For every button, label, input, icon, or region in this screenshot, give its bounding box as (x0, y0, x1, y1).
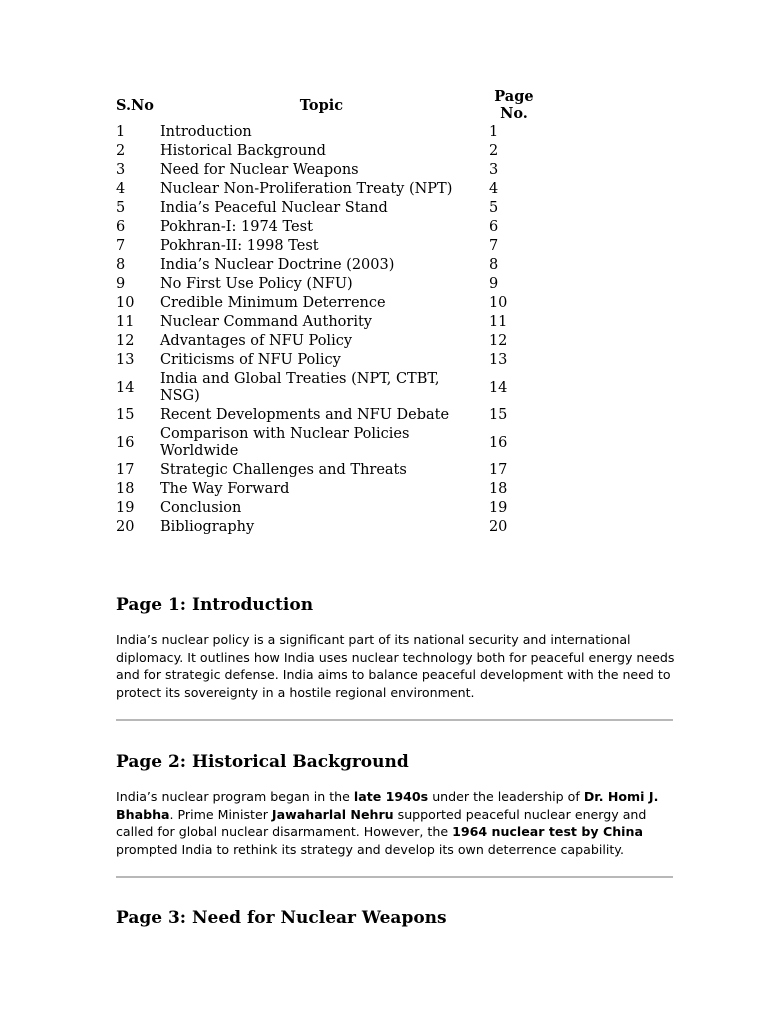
toc-topic-cell: Nuclear Non-Proliferation Treaty (NPT) (159, 181, 453, 197)
toc-topic-cell: India’s Peaceful Nuclear Stand (159, 200, 388, 216)
toc-sno-cell: 8 (116, 257, 126, 273)
text-run: India’s nuclear program began in the (116, 789, 354, 804)
toc-sno-cell: 1 (116, 124, 126, 140)
table-row (113, 480, 542, 499)
toc-topic-cell: Pokhran-II: 1998 Test (159, 238, 319, 254)
table-row (113, 161, 542, 180)
toc-page-cell: 13 (488, 352, 508, 368)
bold-run: late 1940s (353, 789, 429, 804)
toc-topic-cell: Advantages of NFU Policy (159, 333, 353, 349)
table-row (113, 406, 542, 425)
table-row (113, 237, 542, 256)
toc-topic-cell: India’s Nuclear Doctrine (2003) (159, 257, 395, 273)
section-heading: Page 3: Need for Nuclear Weapons (116, 908, 447, 928)
bold-run: Jawaharlal Nehru (271, 806, 394, 822)
toc-sno-cell: 17 (116, 462, 135, 478)
toc-sno-cell: 11 (116, 314, 135, 330)
bold-run: 1964 nuclear test by China (452, 824, 643, 839)
toc-page-cell: 19 (488, 500, 508, 516)
table-row (113, 294, 542, 313)
toc-page-cell: 3 (488, 162, 499, 178)
toc-page-cell: 6 (488, 219, 499, 235)
section-heading: Page 2: Historical Background (116, 752, 409, 772)
toc-page-cell: 17 (488, 462, 508, 478)
toc-page-cell: 5 (488, 200, 499, 216)
section-body (116, 788, 676, 858)
table-row (113, 180, 542, 199)
toc-sno-cell: 16 (116, 434, 135, 451)
toc-topic-cell: Need for Nuclear Weapons (159, 162, 359, 178)
toc-sno-cell: 19 (116, 500, 135, 516)
table-row (113, 199, 542, 218)
table-of-contents (113, 88, 542, 537)
toc-page-cell: 10 (488, 295, 508, 311)
text-run: under the leadership of (428, 789, 584, 804)
toc-sno-cell: 9 (116, 276, 126, 292)
toc-topic-cell: Conclusion (159, 500, 242, 516)
toc-page-cell: 15 (488, 407, 508, 423)
toc-page-cell: 7 (488, 238, 499, 254)
toc-topic-cell: Recent Developments and NFU Debate (159, 407, 450, 423)
toc-topic-cell: Bibliography (159, 519, 255, 535)
toc-header-row (113, 88, 542, 123)
toc-sno-cell: 3 (116, 162, 126, 178)
bold-run: Dr. Homi J. Bhabha (116, 789, 659, 822)
toc-sno-cell: 7 (116, 238, 126, 254)
toc-page-cell: 16 (488, 434, 508, 451)
toc-sno-cell: 2 (116, 143, 126, 159)
table-row (113, 256, 542, 275)
toc-topic-cell: India and Global Treaties (NPT, CTBT, NSG) (159, 371, 440, 404)
section-historical-background (116, 752, 676, 858)
toc-topic-cell: Historical Background (159, 143, 326, 159)
toc-sno-cell: 18 (116, 481, 135, 497)
col-header-page: Page No. (494, 88, 534, 122)
toc-page-cell: 11 (488, 314, 508, 330)
toc-page-cell: 2 (488, 143, 499, 159)
section-body: India’s nuclear policy is a significant part of its national security and international diplomacy. It outlines how India uses nuclear technology both for peaceful energy needs and for strategic defense. India aims to balance peaceful development with the need to protect its sovereignty in a hostile regional environment. (116, 632, 675, 700)
table-row (113, 518, 542, 537)
col-header-sno: S.No (116, 96, 154, 114)
table-row (113, 461, 542, 480)
table-row (113, 332, 542, 351)
toc-sno-cell: 10 (116, 295, 135, 311)
toc-page-cell: 18 (488, 481, 508, 497)
toc-topic-cell: Pokhran-I: 1974 Test (159, 219, 313, 235)
toc-topic-cell: Introduction (159, 124, 252, 140)
toc-sno-cell: 12 (116, 333, 135, 349)
toc-sno-cell: 13 (116, 352, 135, 368)
toc-topic-cell: Nuclear Command Authority (159, 314, 372, 330)
toc-sno-cell: 6 (116, 219, 126, 235)
toc-topic-cell: The Way Forward (159, 481, 290, 497)
col-header-topic: Topic (299, 96, 344, 114)
section-introduction (116, 595, 676, 701)
toc-page-cell: 1 (488, 124, 499, 140)
section-need-for-nuclear-weapons (116, 908, 676, 928)
toc-topic-cell: Comparison with Nuclear Policies Worldwide (159, 426, 410, 459)
toc-page-cell: 8 (488, 257, 499, 273)
table-row (113, 275, 542, 294)
toc-sno-cell: 5 (116, 200, 126, 216)
toc-page-cell: 4 (488, 181, 499, 197)
divider (116, 876, 673, 878)
table-row (113, 123, 542, 142)
toc-sno-cell: 14 (116, 379, 135, 396)
text-run: supported peaceful nuclear energy and called for global nuclear disarmament. However, the (116, 806, 647, 839)
toc-topic-cell: Strategic Challenges and Threats (159, 462, 407, 478)
table-row (113, 351, 542, 370)
toc-sno-cell: 15 (116, 407, 135, 423)
toc-page-cell: 12 (488, 333, 508, 349)
table-row (113, 499, 542, 518)
toc-sno-cell: 4 (116, 181, 126, 197)
table-row (113, 370, 542, 406)
table-row (113, 142, 542, 161)
divider (116, 719, 673, 721)
toc-topic-cell: Credible Minimum Deterrence (159, 295, 386, 311)
toc-topic-cell: No First Use Policy (NFU) (159, 276, 353, 292)
table-row (113, 218, 542, 237)
table-row (113, 313, 542, 332)
text-run: prompted India to rethink its strategy and develop its own deterrence capability. (116, 841, 624, 857)
toc-topic-cell: Criticisms of NFU Policy (159, 352, 341, 368)
table-row (113, 425, 542, 461)
toc-page-cell: 9 (488, 276, 499, 292)
toc-body (113, 123, 542, 537)
toc-page-cell: 20 (488, 519, 508, 535)
section-heading: Page 1: Introduction (116, 595, 314, 615)
toc-sno-cell: 20 (116, 519, 135, 535)
toc-page-cell: 14 (488, 379, 508, 396)
text-run: . Prime Minister (169, 806, 272, 822)
